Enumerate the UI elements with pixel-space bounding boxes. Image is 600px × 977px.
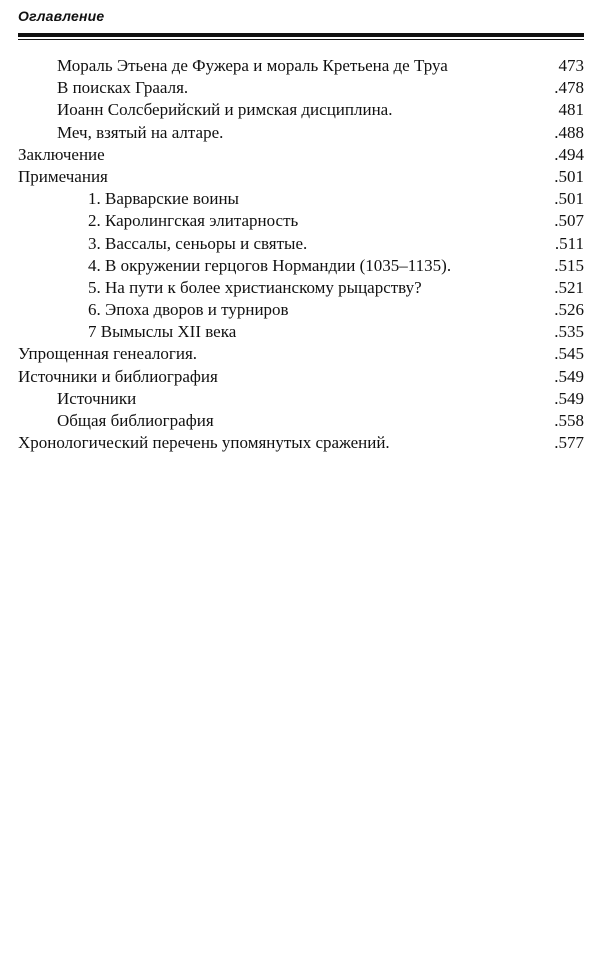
toc-entry-title: В поисках Грааля. bbox=[57, 78, 189, 98]
toc-entry-page: .545 bbox=[554, 344, 584, 364]
toc-entry-title: Общая библиография bbox=[57, 411, 214, 430]
toc-entry bbox=[18, 255, 584, 277]
toc-entry bbox=[18, 432, 584, 454]
toc-entry-title: 1. Варварские воины bbox=[88, 189, 239, 209]
toc-entry-page: .511 bbox=[554, 233, 584, 253]
toc-entry bbox=[18, 233, 584, 255]
toc-entry-title: Заключение bbox=[18, 144, 105, 164]
toc-entry-page: .494 bbox=[554, 144, 584, 164]
toc-entry-page: .558 bbox=[554, 411, 584, 430]
toc-entry bbox=[18, 343, 584, 365]
toc-entry bbox=[18, 388, 584, 410]
toc-entry-title: Источники bbox=[57, 388, 137, 408]
toc-entry-title: Упрощенная генеалогия. bbox=[18, 344, 198, 364]
toc-entry bbox=[18, 122, 584, 144]
toc-entry-title: Источники и библиография bbox=[18, 366, 218, 386]
toc-entry bbox=[18, 321, 584, 343]
toc-entry bbox=[18, 366, 584, 388]
toc-entry bbox=[18, 277, 584, 299]
toc-entry-page: 473 bbox=[558, 56, 584, 75]
toc-entry-page: 481 bbox=[558, 100, 584, 120]
toc-entry-page: .515 bbox=[554, 255, 584, 275]
table-of-contents bbox=[18, 55, 584, 454]
toc-entry-title: Примечания bbox=[18, 166, 108, 186]
toc-entry-page: .549 bbox=[554, 388, 584, 408]
toc-entry-title: Мораль Этьена де Фужера и мораль Кретьена де Труа bbox=[57, 56, 448, 75]
toc-entry-title: 2. Каролингская элитарность bbox=[88, 211, 299, 231]
toc-entry bbox=[18, 188, 584, 210]
toc-entry-title: 3. Вассалы, сеньоры и святые. bbox=[88, 233, 308, 253]
toc-entry-title: Хронологический перечень упомянутых сражений. bbox=[18, 433, 390, 453]
toc-entry-page: .507 bbox=[554, 211, 584, 231]
toc-entry-page: .478 bbox=[554, 78, 584, 98]
toc-entry bbox=[18, 166, 584, 188]
toc-entry-title: 6. Эпоха дворов и турниров bbox=[88, 300, 289, 320]
toc-entry-title: 4. В окружении герцогов Нормандии (1035–1135). bbox=[88, 255, 452, 275]
toc-entry-title: 5. На пути к более христианскому рыцарству? bbox=[88, 277, 422, 297]
toc-entry-page: .535 bbox=[554, 322, 584, 342]
toc-entry bbox=[18, 210, 584, 232]
toc-entry bbox=[18, 99, 584, 121]
toc-entry-title: Меч, взятый на алтаре. bbox=[57, 122, 224, 142]
toc-entry bbox=[18, 77, 584, 99]
running-head: Оглавление bbox=[18, 8, 105, 24]
toc-entry bbox=[18, 299, 584, 321]
toc-entry-title: Иоанн Солсберийский и римская дисциплина. bbox=[57, 100, 393, 120]
header-rule-thick bbox=[18, 33, 584, 37]
toc-entry-page: .488 bbox=[554, 122, 584, 142]
toc-entry-page: .549 bbox=[554, 366, 584, 386]
toc-entry bbox=[18, 410, 584, 432]
toc-entry bbox=[18, 55, 584, 77]
toc-entry-title: 7 Вымыслы XII века bbox=[88, 322, 237, 342]
toc-entry-page: .577 bbox=[554, 433, 584, 453]
header-rule-thin bbox=[18, 39, 584, 40]
toc-entry-page: .521 bbox=[554, 277, 584, 297]
toc-entry-page: .526 bbox=[554, 300, 584, 320]
toc-entry-page: .501 bbox=[554, 189, 584, 209]
toc-entry bbox=[18, 144, 584, 166]
toc-entry-page: .501 bbox=[554, 166, 584, 186]
